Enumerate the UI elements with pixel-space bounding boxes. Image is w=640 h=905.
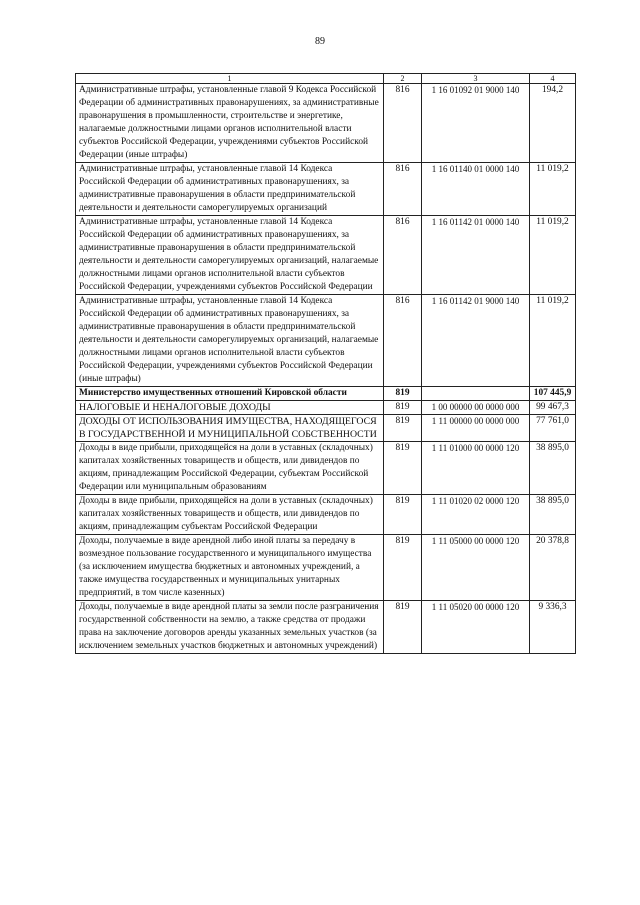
cell-budget-code: 1 16 01140 01 0000 140 bbox=[422, 163, 530, 216]
cell-amount: 9 336,3 bbox=[530, 601, 576, 654]
cell-name: Доходы в виде прибыли, приходящейся на доли в уставных (складочных) капиталах хозяйственных товариществ и обществ, или дивидендов по акциям, принадлежащим субъектам Российской Федерации bbox=[76, 495, 384, 535]
cell-amount: 99 467,3 bbox=[530, 401, 576, 415]
cell-name: ДОХОДЫ ОТ ИСПОЛЬЗОВАНИЯ ИМУЩЕСТВА, НАХОДЯЩЕГОСЯ В ГОСУДАРСТВЕННОЙ И МУНИЦИПАЛЬНОЙ СОБСТВЕННОСТИ bbox=[76, 415, 384, 442]
cell-amount: 11 019,2 bbox=[530, 295, 576, 387]
cell-name: Доходы, получаемые в виде арендной платы за земли после разграничения государственной собственности на землю, а также средства от продажи права на заключение договоров аренды указанных земельных участков (за исключением земельных участков бюджетных и автономных учреждений) bbox=[76, 601, 384, 654]
table-row bbox=[76, 535, 576, 601]
cell-admin-code: 819 bbox=[384, 601, 422, 654]
cell-amount: 77 761,0 bbox=[530, 415, 576, 442]
cell-amount: 11 019,2 bbox=[530, 216, 576, 295]
cell-admin-code: 819 bbox=[384, 535, 422, 601]
column-header-code: 3 bbox=[422, 74, 530, 84]
table-row bbox=[76, 495, 576, 535]
cell-budget-code: 1 11 01020 02 0000 120 bbox=[422, 495, 530, 535]
column-header-sum: 4 bbox=[530, 74, 576, 84]
cell-budget-code: 1 11 00000 00 0000 000 bbox=[422, 415, 530, 442]
table-row bbox=[76, 442, 576, 495]
cell-name: Административные штрафы, установленные главой 14 Кодекса Российской Федерации об административных правонарушениях, за административные правонарушения в области предпринимательской деятельности и деятельности саморегулируемых организаций bbox=[76, 163, 384, 216]
cell-name: Административные штрафы, установленные главой 14 Кодекса Российской Федерации об административных правонарушениях, за административные правонарушения в области предпринимательской деятельности и деятельности саморегулируемых организаций, налагаемые должностными лицами органов исполнительной власти субъектов Российской Федерации, учреждениями субъектов Российской Федерации (иные штрафы) bbox=[76, 295, 384, 387]
cell-budget-code: 1 11 01000 00 0000 120 bbox=[422, 442, 530, 495]
cell-amount: 38 895,0 bbox=[530, 442, 576, 495]
cell-budget-code: 1 11 05000 00 0000 120 bbox=[422, 535, 530, 601]
cell-budget-code: 1 16 01092 01 9000 140 bbox=[422, 84, 530, 163]
cell-admin-code: 819 bbox=[384, 495, 422, 535]
table-header-row bbox=[76, 74, 576, 84]
table-row bbox=[76, 163, 576, 216]
cell-budget-code bbox=[422, 387, 530, 401]
column-header-name: 1 bbox=[76, 74, 384, 84]
table-row bbox=[76, 295, 576, 387]
cell-admin-code: 816 bbox=[384, 216, 422, 295]
cell-budget-code: 1 00 00000 00 0000 000 bbox=[422, 401, 530, 415]
cell-admin-code: 819 bbox=[384, 415, 422, 442]
cell-amount: 107 445,9 bbox=[530, 387, 576, 401]
cell-name: Административные штрафы, установленные главой 14 Кодекса Российской Федерации об административных правонарушениях, за административные правонарушения в области предпринимательской деятельности и деятельности саморегулируемых организаций, налагаемые должностными лицами органов исполнительной власти субъектов Российской Федерации, учреждениями субъектов Российской Федерации bbox=[76, 216, 384, 295]
cell-admin-code: 819 bbox=[384, 401, 422, 415]
cell-budget-code: 1 16 01142 01 0000 140 bbox=[422, 216, 530, 295]
budget-revenue-table bbox=[75, 73, 576, 654]
cell-name: Административные штрафы, установленные главой 9 Кодекса Российской Федерации об административных правонарушениях, за административные правонарушения в промышленности, строительстве и энергетике, налагаемые должностными лицами органов исполнительной власти субъектов Российской Федерации, учреждениями субъектов Российской Федерации (иные штрафы) bbox=[76, 84, 384, 163]
table-row bbox=[76, 601, 576, 654]
cell-admin-code: 819 bbox=[384, 442, 422, 495]
cell-budget-code: 1 11 05020 00 0000 120 bbox=[422, 601, 530, 654]
cell-amount: 20 378,8 bbox=[530, 535, 576, 601]
cell-admin-code: 819 bbox=[384, 387, 422, 401]
cell-amount: 194,2 bbox=[530, 84, 576, 163]
column-header-admin: 2 bbox=[384, 74, 422, 84]
cell-name: Доходы в виде прибыли, приходящейся на доли в уставных (складочных) капиталах хозяйственных товариществ и обществ, или дивидендов по акциям, принадлежащим Российской Федерации, субъектам Российской Федерации или муниципальным образованиям bbox=[76, 442, 384, 495]
cell-admin-code: 816 bbox=[384, 295, 422, 387]
table-row bbox=[76, 415, 576, 442]
cell-budget-code: 1 16 01142 01 9000 140 bbox=[422, 295, 530, 387]
cell-amount: 11 019,2 bbox=[530, 163, 576, 216]
table-row bbox=[76, 401, 576, 415]
cell-name: Министерство имущественных отношений Кировской области bbox=[76, 387, 384, 401]
cell-admin-code: 816 bbox=[384, 163, 422, 216]
cell-admin-code: 816 bbox=[384, 84, 422, 163]
page-number: 89 bbox=[315, 36, 325, 47]
table-row bbox=[76, 84, 576, 163]
cell-name: Доходы, получаемые в виде арендной либо иной платы за передачу в возмездное пользование государственного и муниципального имущества (за исключением имущества бюджетных и автономных учреждений, а также имущества государственных и муниципальных унитарных предприятий, в том числе казенных) bbox=[76, 535, 384, 601]
cell-amount: 38 895,0 bbox=[530, 495, 576, 535]
table-row bbox=[76, 387, 576, 401]
table-row bbox=[76, 216, 576, 295]
cell-name: НАЛОГОВЫЕ И НЕНАЛОГОВЫЕ ДОХОДЫ bbox=[76, 401, 384, 415]
